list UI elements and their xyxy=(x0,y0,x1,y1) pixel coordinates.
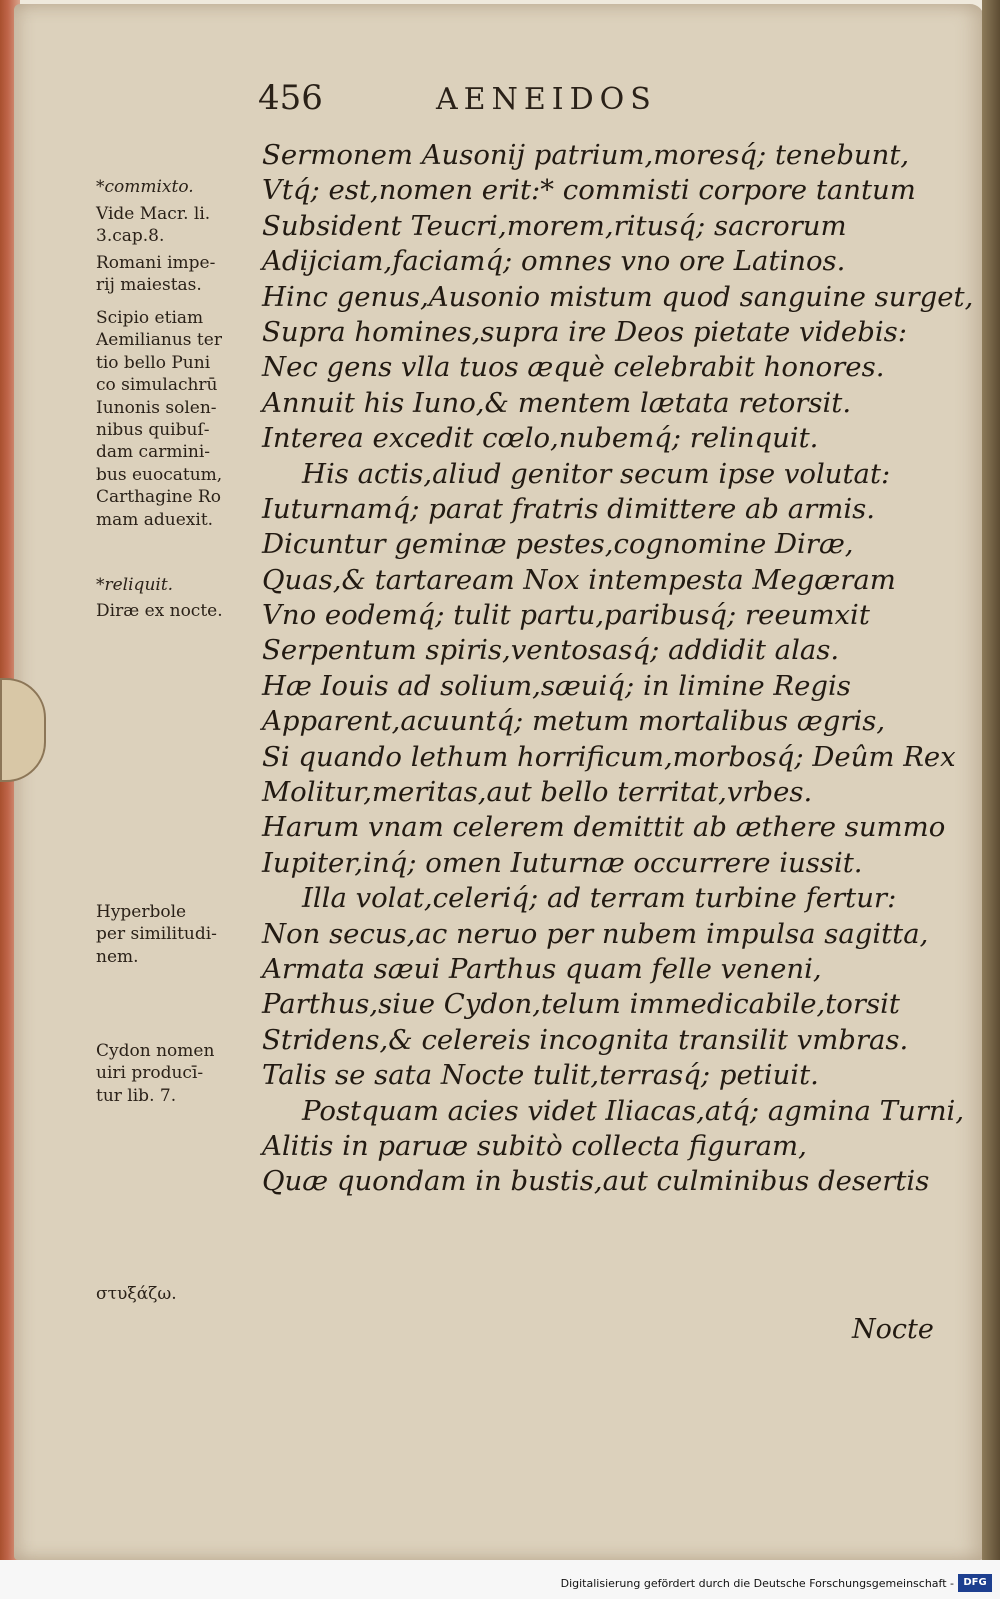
margin-note-line: Romani impe- xyxy=(96,253,216,273)
verse-line: Serpentum spiris,ventosasq́; addidit alas. xyxy=(262,634,840,667)
margin-note-romani xyxy=(96,252,261,297)
verse-line: Parthus,siue Cydon,telum immedicabile,torsit xyxy=(262,988,900,1021)
margin-note-line: co simulachrū xyxy=(96,375,218,396)
verse-line: Dicuntur geminæ pestes,cognomine Diræ, xyxy=(262,528,854,561)
verse-line: Iupiter,inq́; omen Iuturnæ occurrere iussit. xyxy=(262,846,863,879)
margin-note-line: nem. xyxy=(96,946,139,967)
verse-line: Hæ Iouis ad solium,sæuiq́; in limine Regis xyxy=(262,669,851,702)
margin-note-macrobius xyxy=(96,203,261,248)
verse-line: Vtq́; est,nomen erit:* commisti corpore tantum xyxy=(262,174,916,207)
running-title: AENEIDOS xyxy=(436,82,657,117)
book-edge-right xyxy=(982,0,1000,1560)
margin-note-line: bus euocatum, xyxy=(96,464,223,485)
verse-line: Quæ quondam in bustis,aut culminibus desertis xyxy=(262,1165,930,1198)
digitization-credit: Digitalisierung gefördert durch die Deutsche Forschungsgemeinschaft - xyxy=(560,1577,954,1590)
margin-note-line: Aemilianus ter xyxy=(96,330,222,351)
margin-note-line: dam carmini- xyxy=(96,442,211,463)
verse-line: Hinc genus,Ausonio mistum quod sanguine surget, xyxy=(262,280,974,313)
margin-note-scipio xyxy=(96,307,261,531)
verse-line: Quas,& tartaream Nox intempesta Megæram xyxy=(262,563,896,596)
margin-note-line: tur lib. 7. xyxy=(96,1085,177,1106)
verse-line: Subsident Teucri,morem,ritusq́; sacrorum xyxy=(262,209,847,242)
margin-note-dirae: Diræ ex nocte. xyxy=(96,601,223,621)
verse-line: Talis se sata Nocte tulit,terrasq́; petiuit. xyxy=(262,1059,819,1092)
verse-line: Postquam acies videt Iliacas,atq́; agmina Turni, xyxy=(302,1094,965,1127)
verse-line: Apparent,acuuntq́; metum mortalibus ægris, xyxy=(262,705,886,738)
verse-line: Illa volat,celeriq́; ad terram turbine fertur: xyxy=(302,882,897,915)
verse-line: Armata sæui Parthus quam felle veneni, xyxy=(262,952,822,985)
verse-line: Molitur,meritas,aut bello territat,vrbes. xyxy=(262,776,813,809)
margin-note-line: rij maiestas. xyxy=(96,275,202,296)
margin-note-line: Iunonis solen- xyxy=(96,397,217,418)
margin-note-line: nibus quibuſ- xyxy=(96,419,210,440)
verse-line: Non secus,ac neruo per nubem impulsa sagitta, xyxy=(262,917,929,950)
verse-line: Nec gens vlla tuos æquè celebrabit honores. xyxy=(262,351,885,384)
margin-note-line: Cydon nomen xyxy=(96,1041,215,1061)
margin-note-commixto: *commixto. xyxy=(96,177,194,197)
dfg-logo: DFG xyxy=(958,1574,992,1592)
margin-note-greek: στυξάζω. xyxy=(96,1284,177,1304)
verse-line: Annuit his Iuno,& mentem lætata retorsit. xyxy=(262,386,852,419)
verse-line: Stridens,& celereis incognita transilit vmbras. xyxy=(262,1023,909,1056)
verse-line: Adijciam,faciamq́; omnes vno ore Latinos. xyxy=(262,245,846,278)
catchword: Nocte xyxy=(852,1314,934,1345)
margin-note-line: per similitudi- xyxy=(96,924,217,945)
verse-line: Harum vnam celerem demittit ab æthere summo xyxy=(262,811,946,844)
verse-line: Sermonem Ausonij patrium,moresq́; tenebunt, xyxy=(262,139,910,171)
verse-line: Alitis in paruæ subitò collecta figuram, xyxy=(262,1129,807,1162)
verse-line: Interea excedit cœlo,nubemq́; relinquit. xyxy=(262,422,819,455)
verse-line: Iuturnamq́; parat fratris dimittere ab armis. xyxy=(262,492,875,525)
margin-note-reliquit: *reliquit. xyxy=(96,575,174,595)
margin-note-line: Vide Macr. li. xyxy=(96,204,211,224)
margin-note-cydon xyxy=(96,1040,261,1107)
verse-line: Vno eodemq́; tulit partu,paribusq́; reeumxit xyxy=(262,599,870,632)
margin-note-line: 3.cap.8. xyxy=(96,226,165,247)
margin-note-hyperbole xyxy=(96,901,261,968)
margin-note-line: tio bello Puni xyxy=(96,352,211,373)
verse-line: Si quando lethum horrificum,morbosq́; Deûm Rex xyxy=(262,740,956,773)
verse-line: His actis,aliud genitor secum ipse volutat: xyxy=(302,457,891,490)
margin-note-line: Scipio etiam xyxy=(96,308,204,328)
verse-block xyxy=(262,138,974,1200)
margin-note-line: uiri producī- xyxy=(96,1063,204,1084)
page-number: 456 xyxy=(258,78,323,118)
margin-note-line: mam aduexit. xyxy=(96,509,214,530)
margin-note-line: Carthagine Ro xyxy=(96,487,221,508)
margin-note-line: Hyperbole xyxy=(96,902,187,922)
verse-line: Supra homines,supra ire Deos pietate videbis: xyxy=(262,315,907,348)
